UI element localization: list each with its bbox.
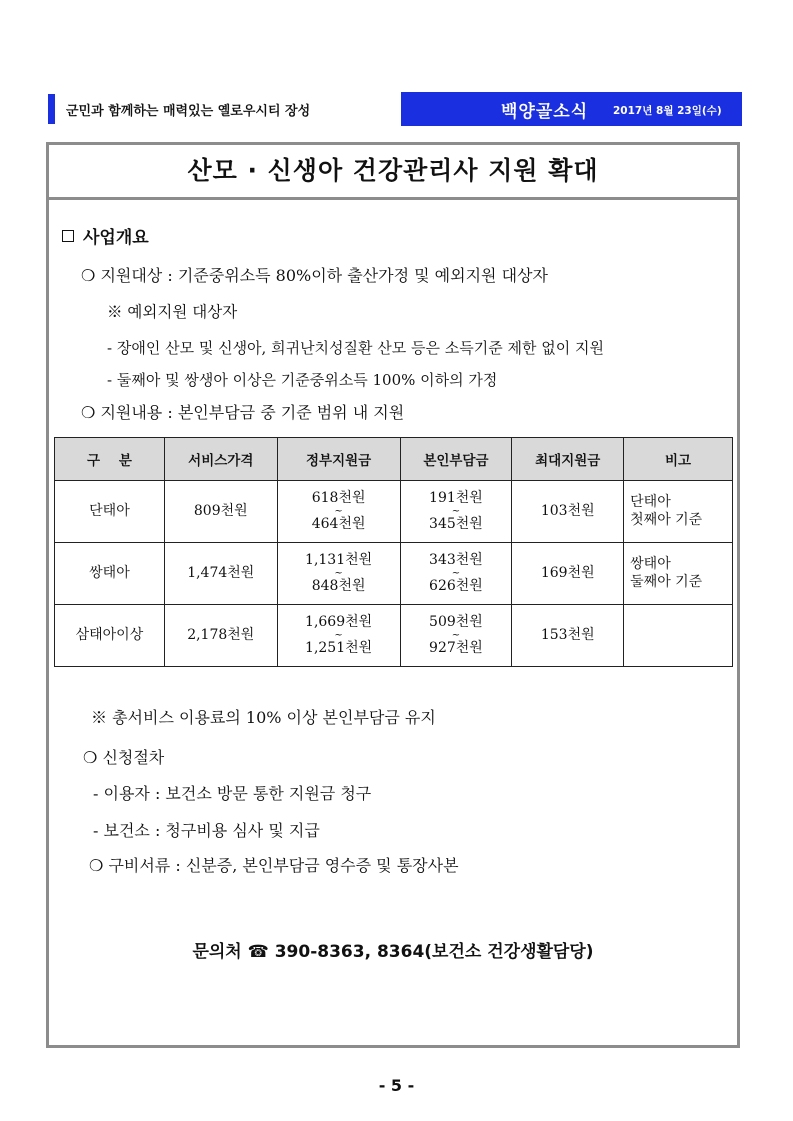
cell-max-support: 103천원 bbox=[512, 481, 624, 543]
cell-max-support: 169천원 bbox=[512, 543, 624, 605]
column-header: 비고 bbox=[624, 438, 733, 481]
procedure-heading-text: 신청절차 bbox=[102, 748, 165, 767]
column-header: 정부지원금 bbox=[277, 438, 400, 481]
section-overview-heading bbox=[62, 223, 149, 248]
header-newsletter-box bbox=[401, 92, 742, 126]
header-accent-bar bbox=[48, 94, 55, 124]
header-slogan: 군민과 함께하는 매력있는 옐로우시티 장성 bbox=[66, 104, 311, 119]
support-content-text: 지원내용 : 본인부담금 중 기준 범위 내 지원 bbox=[100, 403, 405, 422]
cell-self-pay: 343천원 ~ 626천원 bbox=[400, 543, 512, 605]
cell-self-pay: 509천원 ~ 927천원 bbox=[400, 605, 512, 667]
support-target-text: 지원대상 : 기준중위소득 80%이하 출산가정 및 예외지원 대상자 bbox=[100, 266, 548, 285]
support-table bbox=[54, 437, 733, 667]
table-row bbox=[55, 605, 733, 667]
table-row bbox=[55, 543, 733, 605]
table-row bbox=[55, 481, 733, 543]
cell-category: 쌍태아 bbox=[55, 543, 165, 605]
column-header: 서비스가격 bbox=[164, 438, 277, 481]
contact-info: 문의처 ☎ 390-8363, 8364(보건소 건강생활담당) bbox=[192, 942, 594, 962]
article-title: 산모 · 신생아 건강관리사 지원 확대 bbox=[49, 145, 737, 200]
circle-bullet-icon: ❍ bbox=[81, 403, 96, 422]
column-header: 구 분 bbox=[55, 438, 165, 481]
cell-price: 1,474천원 bbox=[164, 543, 277, 605]
required-documents-text: 구비서류 : 신분증, 본인부담금 영수증 및 통장사본 bbox=[108, 856, 459, 875]
circle-bullet-icon: ❍ bbox=[83, 748, 98, 767]
cell-gov-support: 618천원 ~ 464천원 bbox=[277, 481, 400, 543]
exception-item: - 둘째아 및 쌍생아 이상은 기준중위소득 100% 이하의 가정 bbox=[107, 371, 498, 389]
cell-self-pay: 191천원 ~ 345천원 bbox=[400, 481, 512, 543]
cell-note: 쌍태아 둘째아 기준 bbox=[624, 543, 733, 605]
circle-bullet-icon: ❍ bbox=[89, 856, 104, 875]
cell-category: 단태아 bbox=[55, 481, 165, 543]
checkbox-square-icon bbox=[62, 230, 74, 242]
issue-date: 2017년 8월 23일(수) bbox=[613, 105, 722, 117]
overview-heading-text: 사업개요 bbox=[83, 228, 149, 248]
newsletter-name: 백양골소식 bbox=[501, 102, 589, 122]
self-pay-notice: ※ 총서비스 이용료의 10% 이상 본인부담금 유지 bbox=[91, 708, 436, 727]
circle-bullet-icon: ❍ bbox=[81, 266, 96, 285]
exception-label: ※ 예외지원 대상자 bbox=[107, 303, 238, 321]
page-header bbox=[48, 92, 742, 126]
column-header: 최대지원금 bbox=[512, 438, 624, 481]
exception-item: - 장애인 산모 및 신생아, 희귀난치성질환 산모 등은 소득기준 제한 없이 지원 bbox=[107, 339, 604, 357]
table-header-row bbox=[55, 438, 733, 481]
procedure-heading bbox=[83, 745, 164, 768]
cell-max-support: 153천원 bbox=[512, 605, 624, 667]
cell-category: 삼태아이상 bbox=[55, 605, 165, 667]
article-frame bbox=[46, 142, 740, 1048]
support-target bbox=[81, 263, 548, 286]
procedure-item: - 이용자 : 보건소 방문 통한 지원금 청구 bbox=[93, 784, 372, 803]
column-header: 본인부담금 bbox=[400, 438, 512, 481]
page-number: - 5 - bbox=[378, 1076, 415, 1095]
cell-note bbox=[624, 605, 733, 667]
cell-gov-support: 1,131천원 ~ 848천원 bbox=[277, 543, 400, 605]
cell-price: 2,178천원 bbox=[164, 605, 277, 667]
support-content bbox=[81, 400, 404, 423]
cell-gov-support: 1,669천원 ~ 1,251천원 bbox=[277, 605, 400, 667]
cell-price: 809천원 bbox=[164, 481, 277, 543]
procedure-item: - 보건소 : 청구비용 심사 및 지급 bbox=[93, 821, 320, 840]
cell-note: 단태아 첫째아 기준 bbox=[624, 481, 733, 543]
required-documents bbox=[89, 853, 459, 876]
